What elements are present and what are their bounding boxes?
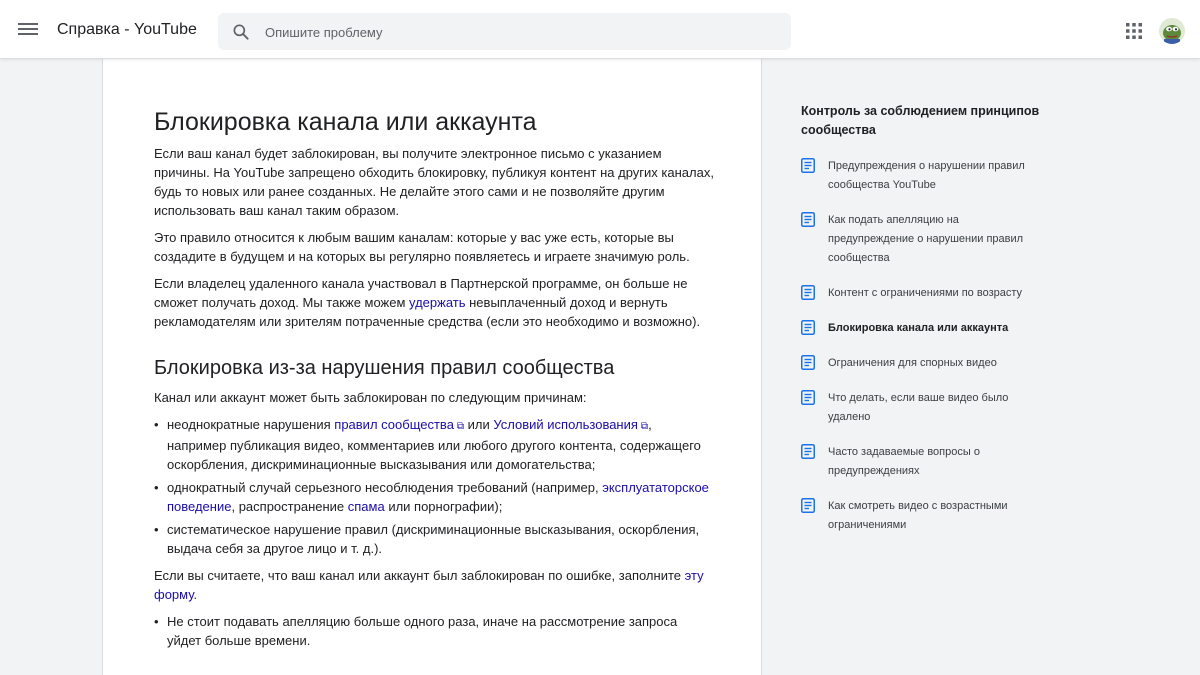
hamburger-menu-icon[interactable] [16, 20, 40, 38]
search-input[interactable] [263, 13, 767, 52]
text: или порнографии); [384, 499, 503, 514]
text: невыплаченный доход и вернуть рекламодателям или зрителям потраченные средства (если это необходимо и возможно). [154, 295, 701, 329]
sidebar-item-label: Как подать апелляцию на предупреждение о нарушении правил сообщества [828, 214, 1024, 264]
sidebar-item-label: Контент с ограничениями по возрасту [828, 287, 1023, 299]
sidebar-item-limited-features[interactable] [801, 354, 1041, 373]
list-item: • Не стоит подавать апелляцию больше одного раза, иначе на рассмотрение запроса уйдет больше времени. [154, 612, 714, 650]
article-paragraph: Это правило относится к любым вашим каналам: которые у вас уже есть, которые вы создадите в будущем и на которых вы регулярно появляетесь и играете значимую роль. [154, 230, 690, 264]
search-box[interactable] [218, 13, 791, 50]
article-title: Блокировка канала или аккаунта [154, 108, 537, 136]
sidebar-item-label: Блокировка канала или аккаунта [828, 322, 1009, 334]
text: или [464, 417, 494, 432]
sidebar-title: Контроль за соблюдением принципов сообщества [801, 104, 1040, 137]
sidebar-item-label: Часто задаваемые вопросы о предупреждениях [828, 446, 980, 477]
terms-of-service-link[interactable] [493, 417, 648, 432]
sidebar-item-strikes-faq[interactable] [801, 443, 1041, 481]
apps-grid-icon[interactable] [1126, 23, 1142, 39]
document-icon [801, 285, 815, 300]
article-paragraph [154, 274, 714, 331]
spam-link[interactable]: спама [347, 499, 385, 514]
community-guidelines-link[interactable] [334, 417, 464, 432]
sidebar-item-watch-age-restricted[interactable] [801, 497, 1041, 535]
sidebar-item-video-removed[interactable] [801, 389, 1041, 427]
external-link-icon: ⧉ [640, 421, 649, 432]
top-app-bar [0, 0, 1200, 59]
document-icon [801, 498, 815, 513]
external-link-icon: ⧉ [456, 421, 465, 432]
document-icon [801, 390, 815, 405]
appeal-form-link[interactable]: эту форму [154, 568, 704, 602]
text: Если владелец удаленного канала участвовал в Партнерской программе, он больше не сможет получать доход. Мы также можем [154, 276, 688, 310]
link-text: правил сообщества [334, 417, 454, 432]
avatar-image-icon [1159, 18, 1185, 44]
document-icon [801, 212, 815, 227]
sidebar-item-label: Ограничения для спорных видео [828, 357, 997, 369]
document-icon [801, 158, 815, 173]
exploitative-behavior-link[interactable]: эксплуататорское поведение [167, 480, 709, 514]
text: , например публикация видео, комментариев или любого другого контента, содержащего оскорбления, дискриминационные высказывания или домогательства; [167, 417, 701, 472]
document-icon [801, 320, 815, 335]
section-heading: Блокировка из-за нарушения правил сообщества [154, 357, 615, 379]
account-avatar[interactable] [1159, 18, 1185, 44]
sidebar-item-appeal[interactable] [801, 211, 1041, 268]
reasons-list [154, 415, 714, 558]
article-paragraph: Если ваш канал будет заблокирован, вы получите электронное письмо с указанием причины. На YouTube запрещено обходить блокировку, публикуя контент на других каналах, будь то новых или ранее созданных. Не делайте этого сами и не позволяйте другим использовать ваш канал таким образом. [154, 146, 714, 218]
list-item [154, 415, 714, 474]
appeal-paragraph [154, 566, 714, 604]
text: . [193, 587, 198, 602]
sidebar-item-age-restricted[interactable] [801, 284, 1041, 303]
article-container [102, 58, 762, 675]
section-intro: Канал или аккаунт может быть заблокирован по следующим причинам: [154, 390, 587, 405]
list-item: • систематическое нарушение правил (дискриминационные высказывания, оскорбления, выдача себя за другое лицо и т. д.). [154, 520, 714, 558]
sidebar-item-label: Предупреждения о нарушении правил сообщества YouTube [828, 160, 1025, 191]
search-icon[interactable] [231, 22, 251, 42]
sidebar-item-termination[interactable] [801, 319, 1041, 338]
withhold-link[interactable]: удержать [409, 295, 466, 310]
document-icon [801, 444, 815, 459]
sidebar-item-label: Как смотреть видео с возрастными ограничениями [828, 500, 1008, 531]
document-icon [801, 355, 815, 370]
sidebar-item-strikes[interactable] [801, 157, 1041, 195]
list-item [154, 478, 714, 516]
sidebar-item-label: Что делать, если ваше видео было удалено [828, 392, 1009, 423]
text: Если вы считаете, что ваш канал или аккаунт был заблокирован по ошибке, заполните [154, 568, 685, 583]
text: неоднократные нарушения [167, 417, 335, 432]
text: , распространение [231, 499, 348, 514]
appeal-list [154, 612, 714, 650]
text: однократный случай серьезного несоблюдения требований (например, [167, 480, 603, 495]
related-articles-sidebar [801, 102, 1041, 551]
link-text: Условий использования [493, 417, 638, 432]
app-title[interactable]: Справка - YouTube [57, 21, 197, 38]
